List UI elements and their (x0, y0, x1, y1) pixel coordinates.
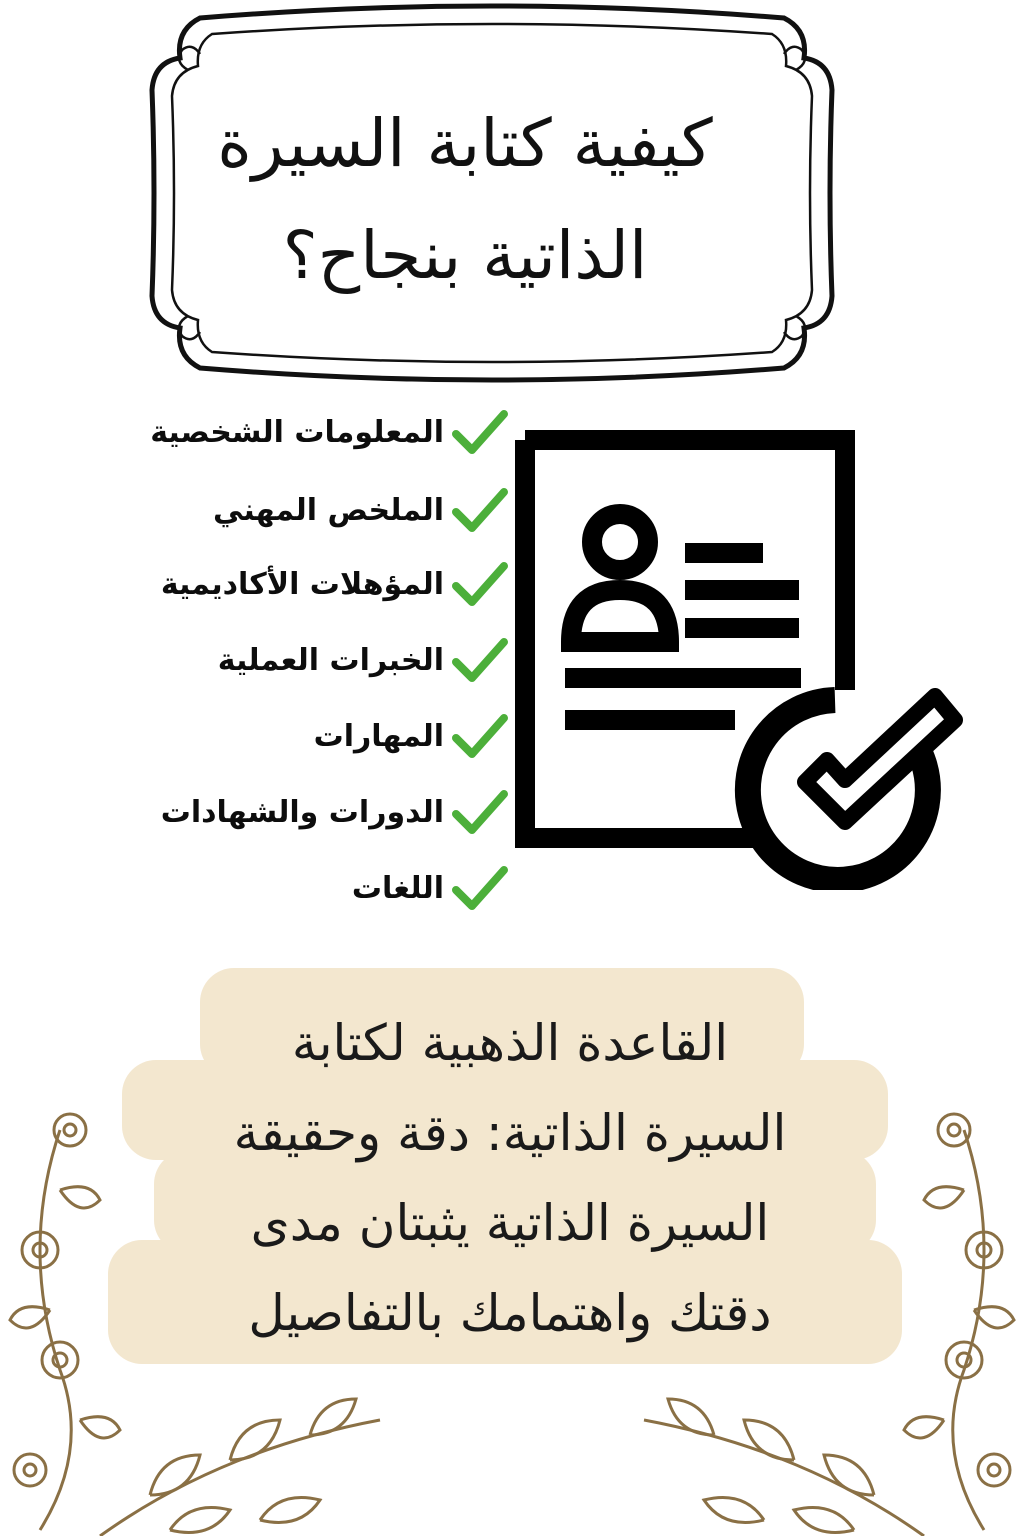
rule-line-4: دقتك واهتمامك بالتفاصيل (248, 1284, 772, 1342)
title-line-1: كيفية كتابة السيرة (217, 105, 713, 182)
floral-branch-icon (604, 1100, 1024, 1536)
floral-branch-icon (0, 1090, 420, 1536)
rule-line-2: السيرة الذاتية: دقة وحقيقة (233, 1104, 787, 1162)
rule-line-1: القاعدة الذهبية لكتابة (291, 1014, 729, 1072)
checklist-label: الملخص المهني (213, 492, 444, 528)
checklist-label: المعلومات الشخصية (150, 414, 444, 450)
checklist-label: الخبرات العملية (217, 642, 444, 678)
checklist-label: المؤهلات الأكاديمية (160, 566, 444, 602)
checklist-label: اللغات (351, 870, 444, 906)
checklist-label: المهارات (313, 718, 444, 754)
title-line-2: الذاتية بنجاح؟ (282, 217, 648, 294)
rule-line-3: السيرة الذاتية يثبتان مدى (250, 1194, 770, 1252)
checklist-label: الدورات والشهادات (160, 794, 444, 830)
